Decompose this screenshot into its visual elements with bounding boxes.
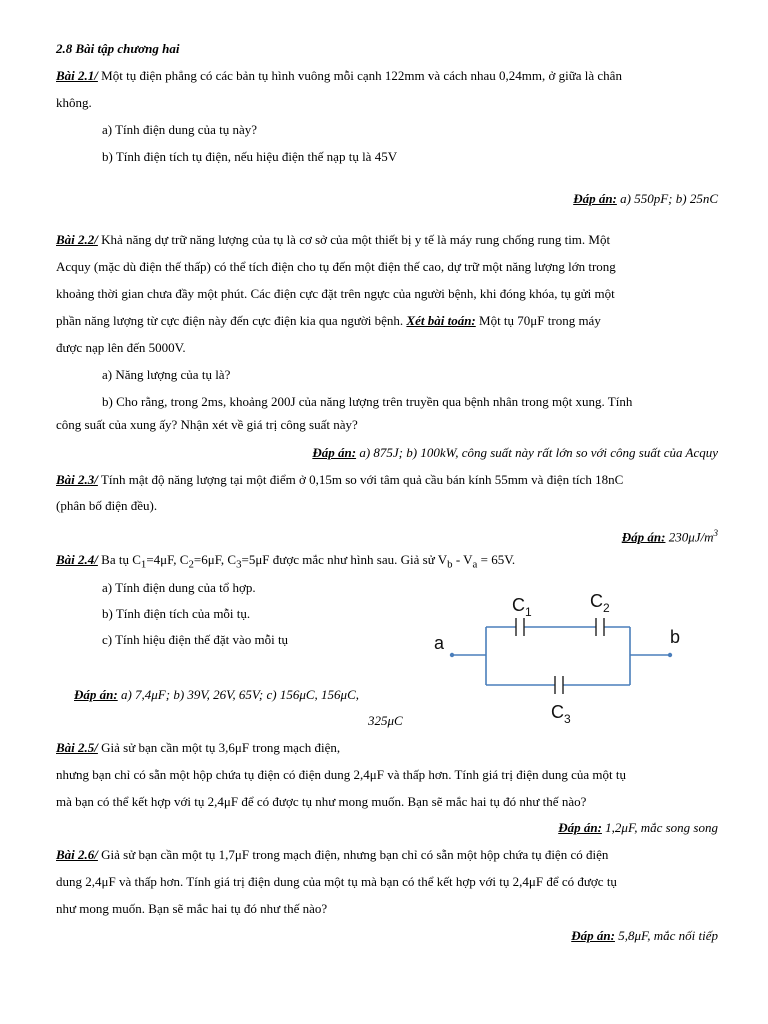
capacitor-c1-label: $C_1$ xyxy=(512,595,532,619)
capacitor-c3-label: $C_3$ xyxy=(551,702,571,726)
exercise-2-6-label: Bài 2.6/ xyxy=(56,847,98,862)
exercise-2-2-text: Một tụ 70μF trong máy xyxy=(475,313,601,328)
exercise-2-5-line-3: mà bạn có thể kết hợp với tụ 2,4μF để có được tụ như mong muốn. Bạn sẽ mắc hai tụ đó như thế nào? xyxy=(56,794,587,809)
exercise-2-4-answer xyxy=(74,686,359,704)
answer-label: Đáp án: xyxy=(558,820,602,835)
exercise-2-6-answer xyxy=(571,927,718,945)
capacitor-circuit-diagram xyxy=(420,585,720,730)
exercise-2-2-line-3: khoảng thời gian chưa đầy một phút. Các điện cực đặt trên ngực của người bệnh, khi đóng khóa, tụ gửi một xyxy=(56,286,615,301)
exercise-2-3-label: Bài 2.3/ xyxy=(56,472,98,487)
node-a-dot xyxy=(450,653,454,657)
exercise-2-5-label: Bài 2.5/ xyxy=(56,740,98,755)
exercise-2-2-line-1 xyxy=(56,231,610,249)
answer-text: 5,8μF, mắc nối tiếp xyxy=(614,928,718,943)
exercise-2-2-line-2: Acquy (mặc dù điện thế thấp) có thể tích điện cho tụ đến một điện thế cao, dự trữ một năng lượng lớn trong xyxy=(56,259,616,274)
answer-text: a) 7,4μF; b) 39V, 26V, 65V; c) 156μC, 156μC, xyxy=(117,687,359,702)
exercise-2-3-answer xyxy=(622,524,718,546)
answer-text: a) 550pF; b) 25nC xyxy=(616,191,718,206)
exercise-2-5-text: Giả sử bạn cần một tụ 3,6μF trong mạch điện, xyxy=(97,740,341,755)
problem-label: Xét bài toán: xyxy=(406,313,476,328)
exercise-2-1-line-2: không. xyxy=(56,95,92,110)
exercise-2-4-part-c: c) Tính hiệu điện thế đặt vào mỗi tụ xyxy=(102,632,289,647)
node-b-dot xyxy=(668,653,672,657)
answer-text: 230μJ/m xyxy=(665,529,714,545)
exercise-2-4-label: Bài 2.4/ xyxy=(56,552,98,567)
exercise-2-2-part-b: b) Cho rằng, trong 2ms, khoảng 200J của năng lượng trên truyền qua bệnh nhân trong một xung. Tính xyxy=(102,394,633,409)
answer-text: a) 875J; b) 100kW, công suất này rất lớn so với công suất của Acquy xyxy=(356,445,718,460)
circuit-wires xyxy=(452,627,670,685)
node-a-label: a xyxy=(434,633,445,653)
exercise-2-2-label: Bài 2.2/ xyxy=(56,232,98,247)
answer-label: Đáp án: xyxy=(621,529,666,545)
answer-text: 1,2μF, mắc song song xyxy=(601,820,718,835)
exercise-2-3-line-2: (phân bố điện đều). xyxy=(56,498,158,513)
answer-superscript: 3 xyxy=(713,528,718,538)
exercise-2-3-line-1 xyxy=(56,471,623,489)
capacitor-c2-label: $C_2$ xyxy=(590,591,610,615)
exercise-2-6-line-1 xyxy=(56,846,608,864)
exercise-2-5-answer xyxy=(558,819,718,837)
section-title: 2.8 Bài tập chương hai xyxy=(56,41,180,56)
exercise-2-3-text: Tính mật độ năng lượng tại một điểm ở 0,15m so với tâm quả cầu bán kính 55mm và điện tích 18nC xyxy=(97,472,624,487)
exercise-2-2-part-b-cont: công suất của xung ấy? Nhận xét về giá trị công suất này? xyxy=(56,417,358,432)
exercise-2-5-line-1 xyxy=(56,739,340,757)
exercise-2-4-part-a: a) Tính điện dung của tổ hợp. xyxy=(102,580,256,595)
exercise-2-5-line-2: nhưng bạn chỉ có sẵn một hộp chứa tụ điện có điện dung 2,4μF và thấp hơn. Tính giá trị điện dung của một tụ xyxy=(56,767,626,782)
answer-label: Đáp án: xyxy=(573,191,617,206)
exercise-2-1-part-a: a) Tính điện dung của tụ này? xyxy=(102,122,257,137)
exercise-2-2-answer xyxy=(312,444,718,462)
exercise-2-2-text: Khả năng dự trữ năng lượng của tụ là cơ sở của một thiết bị y tế là máy rung chống rung tim. Một xyxy=(97,232,611,247)
exercise-2-2-part-a: a) Năng lượng của tụ là? xyxy=(102,367,231,382)
exercise-2-2-text: phần năng lượng từ cực điện này đến cực điện kia qua người bệnh. xyxy=(56,313,407,328)
exercise-2-1-text: Một tụ điện phẳng có các bản tụ hình vuông mỗi cạnh 122mm và cách nhau 0,24mm, ở giữa là chân xyxy=(97,68,622,83)
exercise-2-1-part-b: b) Tính điện tích tụ điện, nếu hiệu điện thế nạp tụ là 45V xyxy=(102,149,398,164)
answer-label: Đáp án: xyxy=(74,687,118,702)
exercise-2-6-line-2: dung 2,4μF và thấp hơn. Tính giá trị điện dung của một tụ mà bạn có thể kết hợp với tụ 2,4μF để có được tụ xyxy=(56,874,617,889)
exercise-2-4-part-b: b) Tính điện tích của mỗi tụ. xyxy=(102,606,251,621)
node-b-label: b xyxy=(670,627,681,647)
exercise-2-1-label: Bài 2.1/ xyxy=(56,68,98,83)
exercise-2-6-line-3: như mong muốn. Bạn sẽ mắc hai tụ đó như thế nào? xyxy=(56,901,328,916)
exercise-2-1-line-1 xyxy=(56,67,622,85)
answer-label: Đáp án: xyxy=(571,928,615,943)
exercise-2-6-text: Giả sử bạn cần một tụ 1,7μF trong mạch điện, nhưng bạn chỉ có sẵn một hộp chứa tụ điện có điện xyxy=(97,847,609,862)
exercise-2-4-answer-cont: 325μC xyxy=(368,713,403,728)
exercise-2-2-line-4 xyxy=(56,312,601,330)
exercise-2-2-line-5: được nạp lên đến 5000V. xyxy=(56,340,186,355)
capacitor-plates xyxy=(516,618,604,694)
answer-label: Đáp án: xyxy=(312,445,357,460)
exercise-2-1-answer xyxy=(573,190,718,208)
exercise-2-4-line-1: Bài 2.4/ Ba tụ $C_1=4\mu F$, $C_2=6\mu F$, $C_3=5\mu F$ được mắc như hình sau. Giả sử $V_b - V_a = 65V$. xyxy=(56,552,516,571)
